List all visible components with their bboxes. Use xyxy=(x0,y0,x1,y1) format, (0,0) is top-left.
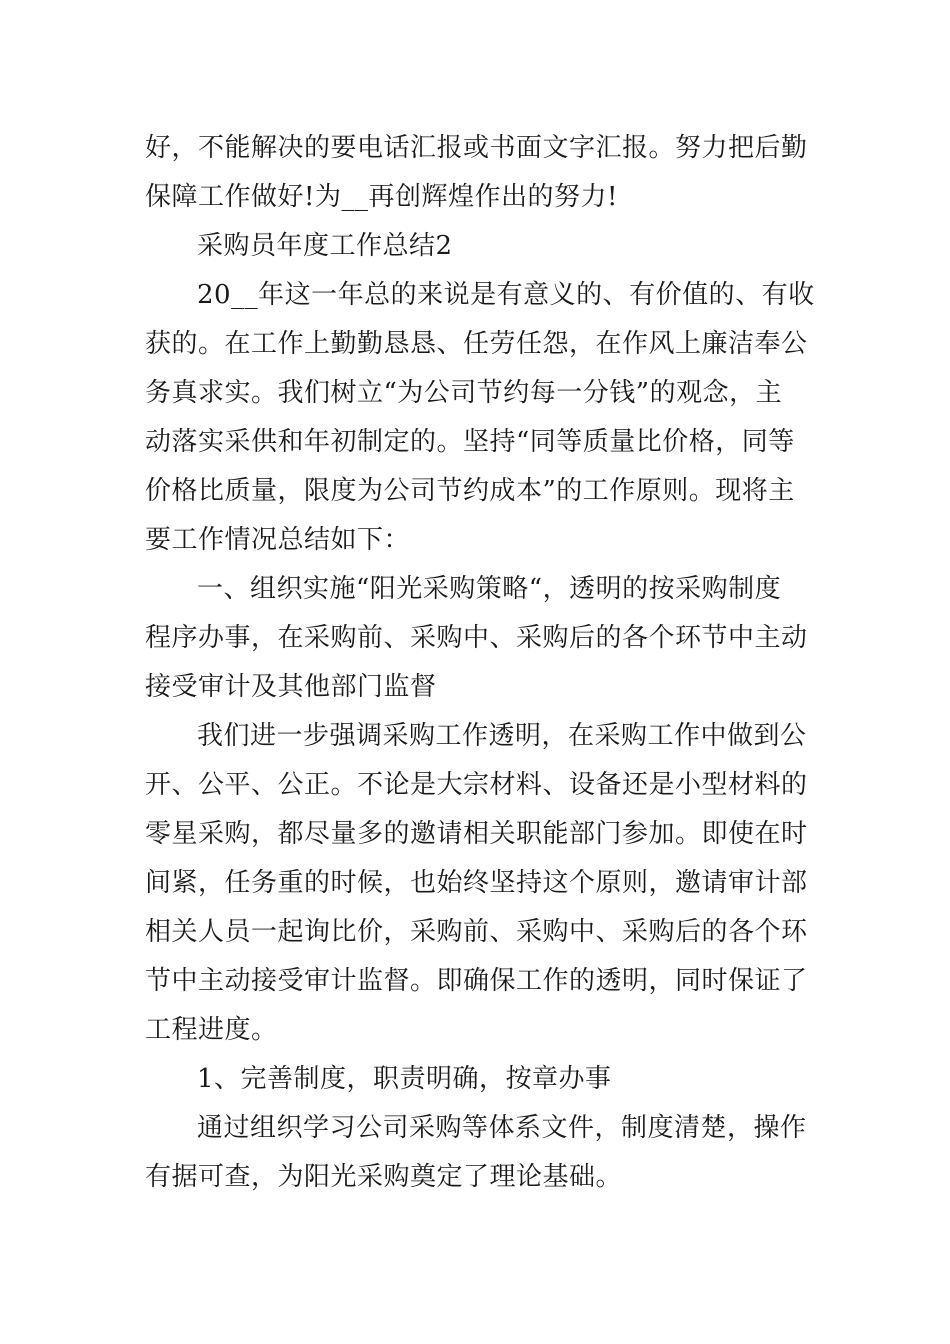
paragraph-line: 有据可查，为阳光采购奠定了理论基础。 xyxy=(145,1162,623,1192)
paragraph-line: 程序办事，在采购前、采购中、采购后的各个环节中主动 xyxy=(145,623,808,653)
paragraph-line: 通过组织学习公司采购等体系文件，制度清楚，操作 xyxy=(197,1113,807,1143)
subsection-heading: 1、完善制度，职责明确，按章办事 xyxy=(197,1064,612,1094)
paragraph-line: 价格比质量，限度为公司节约成本”的工作原则。现将主 xyxy=(145,476,795,506)
section-heading: 采购员年度工作总结2 xyxy=(197,231,453,261)
paragraph-line: 间紧，任务重的时候，也始终坚持这个原则，邀请审计部 xyxy=(145,868,808,898)
paragraph-line: 工程进度。 xyxy=(145,1015,278,1045)
paragraph-line: 接受审计及其他部门监督 xyxy=(145,672,437,702)
paragraph-line: 好，不能解决的要电话汇报或书面文字汇报。努力把后勤 xyxy=(145,133,808,163)
paragraph-line: 相关人员一起询比价，采购前、采购中、采购后的各个环 xyxy=(145,917,808,947)
paragraph-line: 开、公平、公正。不论是大宗材料、设备还是小型材料的 xyxy=(145,770,808,800)
paragraph-line: 我们进一步强调采购工作透明，在采购工作中做到公 xyxy=(197,721,807,751)
paragraph-line: 获的。在工作上勤勤恳恳、任劳任怨，在作风上廉洁奉公 xyxy=(145,329,808,359)
paragraph-line: 要工作情况总结如下： xyxy=(145,525,411,555)
paragraph-line: 一、组织实施“阳光采购策略“，透明的按采购制度 xyxy=(197,574,782,604)
paragraph-line: 零星采购，都尽量多的邀请相关职能部门参加。即使在时 xyxy=(145,819,808,849)
document-body xyxy=(145,124,815,1202)
paragraph-line: 节中主动接受审计监督。即确保工作的透明，同时保证了 xyxy=(145,966,808,996)
paragraph-line: 动落实采供和年初制定的。坚持“同等质量比价格，同等 xyxy=(145,427,795,457)
paragraph-line: 20__年这一年总的来说是有意义的、有价值的、有收 xyxy=(197,280,815,310)
paragraph-line: 务真求实。我们树立“为公司节约每一分钱”的观念，主 xyxy=(145,378,783,408)
paragraph-line: 保障工作做好!为__再创辉煌作出的努力! xyxy=(145,182,618,212)
